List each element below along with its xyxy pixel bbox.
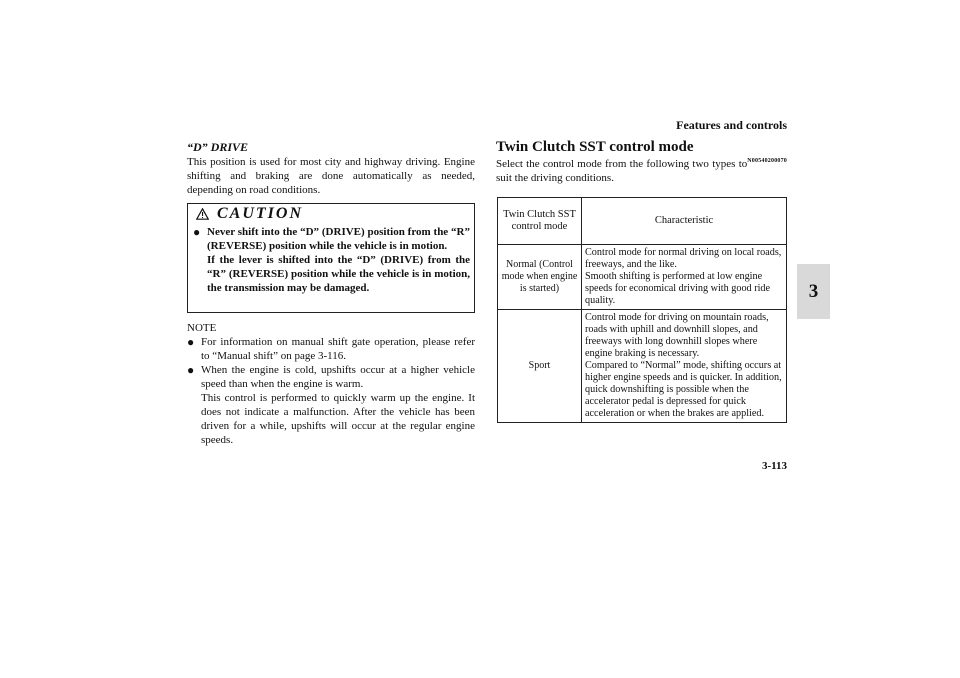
caution-box [187,203,475,313]
chapter-tab: 3 [797,264,830,319]
note-text: When the engine is cold, upshifts occur at a higher vehicle speed than when the engine is warm. This control is performed to quickly warm up the engine. It does not indicate a malfunction. After the vehicle has been driven for a while, upshifts will occur at the regular engine speeds. [201,364,475,446]
list-item [187,335,475,363]
description-cell: Control mode for normal driving on local roads, freeways, and the like. Smooth shifting is performed at low engine speeds for economical driving with good ride quality. [582,245,787,310]
section-title-text: Twin Clutch SST control mode [496,139,694,155]
table-row [498,310,787,423]
table-row [498,245,787,310]
mode-cell: Sport [498,310,582,423]
mode-cell: Normal (Control mode when engine is started) [498,245,582,310]
note-label: NOTE [187,322,217,334]
section-intro: Select the control mode from the following two types to suit the driving conditions. [496,158,748,184]
bullet-icon: ● [193,225,201,239]
right-column [496,138,787,185]
drive-heading: “D” DRIVE [187,140,249,154]
table-header-row [498,198,787,245]
control-mode-table [497,197,787,423]
drive-paragraph: This position is used for most city and highway driving. Engine shifting and braking are done automatically as needed, depending on road conditions. [187,156,475,196]
caution-text: Never shift into the “D” (DRIVE) position from the “R” (REVERSE) position while the vehicle is in motion. If the lever is shifted into the “D” (DRIVE) from the “R” (REVERSE) position while the vehicle is in motion, the transmission may be damaged. [207,226,470,294]
section-title [496,138,787,164]
table-header-characteristic: Characteristic [582,198,787,245]
list-item [187,363,475,447]
caution-header [188,204,474,224]
note-text: For information on manual shift gate operation, please refer to “Manual shift” on page 3-116. [201,336,475,362]
description-cell: Control mode for driving on mountain roads, roads with uphill and downhill slopes, and freeways with long downhill slopes where engine braking is necessary. Compared to “Normal” mode, shifting occurs at higher engine speeds and is quicker. In addition, quick downshifting is possible when the accelerator pedal is depressed for quick acceleration or when the brakes are applied. [582,310,787,423]
notes-list [187,335,475,447]
bullet-icon: ● [187,335,195,349]
caution-title: CAUTION [217,205,304,222]
bullet-icon: ● [187,363,195,377]
caution-body [188,224,474,295]
left-column [187,140,475,447]
page-header: Features and controls [676,118,787,132]
warning-triangle-icon [196,208,209,220]
section-code: N00540200070 [747,158,787,164]
page-number: 3-113 [761,460,787,472]
table-header-mode: Twin Clutch SST control mode [498,198,582,245]
